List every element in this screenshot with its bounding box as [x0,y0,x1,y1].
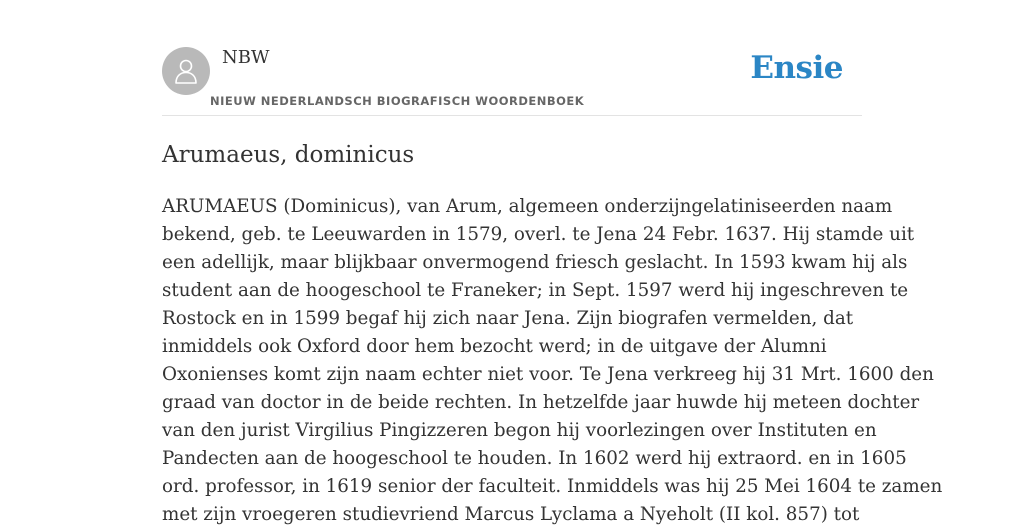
article-line: ARUMAEUS (Dominicus), van Arum, algemeen onderzijngelatiniseerden naam [162,196,893,217]
article-line: van den jurist Virgilius Pingizzeren begon hij voorlezingen over Instituten en [162,420,877,441]
article-line: bekend, geb. te Leeuwarden in 1579, overl. te Jena 24 Febr. 1637. Hij stamde uit [162,224,915,245]
user-icon [173,57,199,85]
avatar[interactable] [162,47,210,95]
article-line: Oxonienses komt zijn naam echter niet voor. Te Jena verkreeg hij 31 Mrt. 1600 den [162,364,934,385]
article-line: inmiddels ook Oxford door hem bezocht werd; in de uitgave der Alumni [162,336,827,357]
article-line: een adellijk, maar blijkbaar onvermogend friesch geslacht. In 1593 kwam hij als [162,252,908,273]
article-line: Rostock en in 1599 begaf hij zich naar Jena. Zijn biografen vermelden, dat [162,308,854,329]
source-header [162,0,862,116]
article-body [162,193,943,529]
article-line: Pandecten aan de hoogeschool te houden. In 1602 werd hij extraord. en in 1605 [162,448,907,469]
page-container [162,0,943,529]
article-line: met zijn vroegeren studievriend Marcus Lyclama a Nyeholt (II kol. 857) tot [162,504,860,525]
article-line: graad van doctor in de beide rechten. In hetzelfde jaar huwde hij meteen dochter [162,392,920,413]
ensie-logo[interactable]: Ensie [750,50,843,86]
article-title: Arumaeus, dominicus [162,142,415,168]
article-line: student aan de hoogeschool te Franeker; in Sept. 1597 werd hij ingeschreven te [162,280,909,301]
source-full-name: NIEUW NEDERLANDSCH BIOGRAFISCH WOORDENBOEK [210,94,585,108]
article-line: ord. professor, in 1619 senior der faculteit. Inmiddels was hij 25 Mei 1604 te zamen [162,476,943,497]
source-name[interactable]: NBW [222,47,270,68]
